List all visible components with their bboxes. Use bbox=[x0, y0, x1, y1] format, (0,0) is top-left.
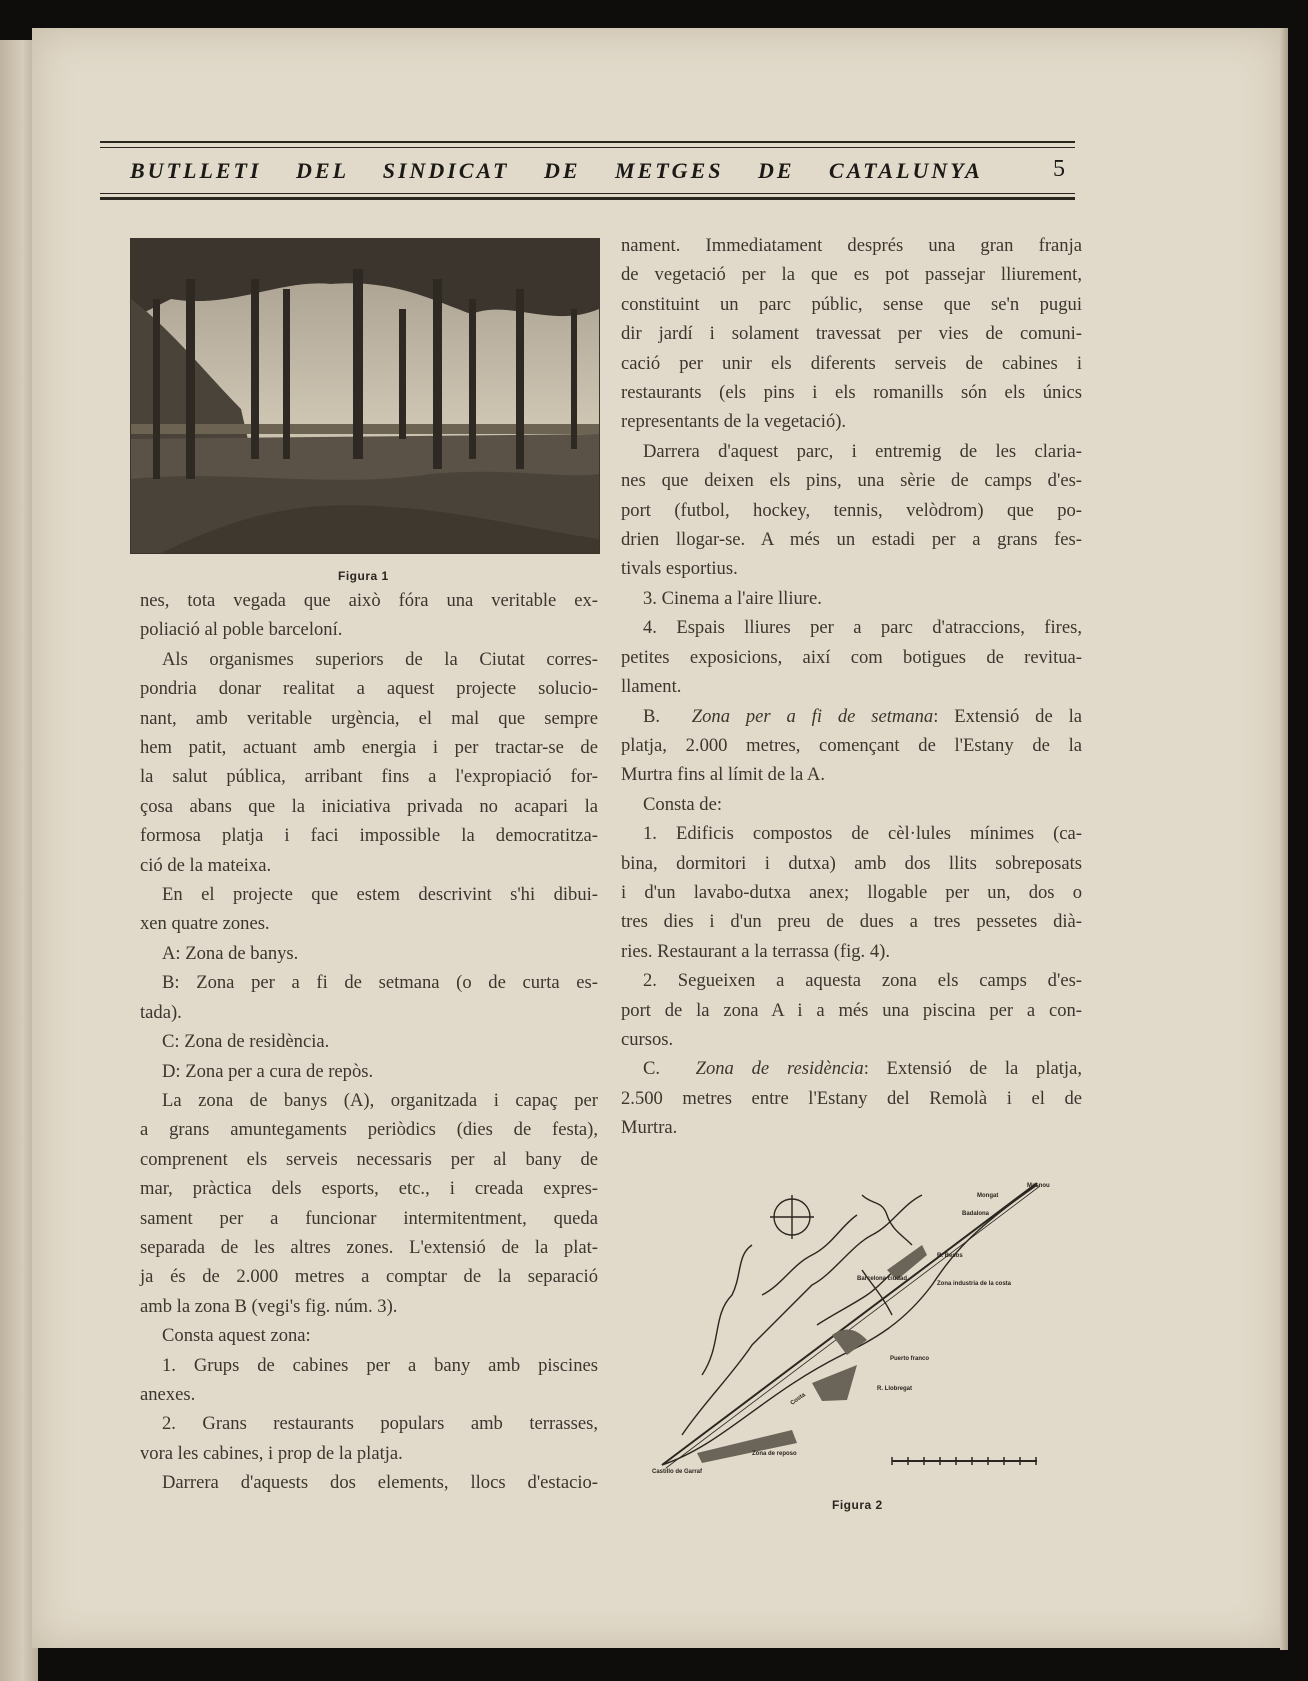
text-line: Consta aquest zona: bbox=[162, 1325, 311, 1347]
text-line: Murtra fins al límit de la A. bbox=[621, 764, 825, 786]
text-line: la salut pública, arribant fins a l'expropiació for- bbox=[140, 766, 598, 788]
map-label-badalona: Badalona bbox=[962, 1211, 990, 1217]
text-line: xen quatre zones. bbox=[140, 913, 270, 935]
right-column bbox=[621, 231, 1082, 1143]
text-line: de vegetació per la que es pot passejar lliurement, bbox=[621, 264, 1082, 286]
map-label-barcelona: Barcelona ciudad bbox=[857, 1276, 908, 1282]
text-line bbox=[621, 702, 1082, 731]
running-header bbox=[100, 158, 1075, 192]
text-line: ció de la mateixa. bbox=[140, 854, 272, 876]
section-title-weekend: Zona per a fi de setmana bbox=[691, 705, 934, 727]
text-line: 2. Segueixen a aquesta zona els camps d'es- bbox=[643, 970, 1082, 992]
header-rule-bottom bbox=[100, 197, 1075, 200]
header-rule-top-thin bbox=[100, 147, 1075, 148]
map-label-zona: Zona de reposo bbox=[752, 1451, 797, 1457]
text-line: çosa abans que la iniciativa privada no acapari la bbox=[140, 795, 598, 817]
text-line: llament. bbox=[621, 676, 682, 698]
text-line: port (futbol, hockey, tennis, velòdrom) que po- bbox=[621, 499, 1082, 521]
text-line: sament per a funcionar intermitentment, queda bbox=[140, 1207, 598, 1229]
map-label-industria: Zona industria de la costa bbox=[937, 1281, 1012, 1287]
map-label-besos: R. Besos bbox=[937, 1253, 963, 1259]
figure-2-caption: Figura 2 bbox=[832, 1498, 883, 1512]
text-line: 2. Grans restaurants populars amb terrasses, bbox=[162, 1413, 598, 1435]
text-line: ries. Restaurant a la terrassa (fig. 4). bbox=[621, 940, 890, 962]
text-line: vora les cabines, i prop de la platja. bbox=[140, 1442, 403, 1464]
text-line: 1. Grups de cabines per a bany amb piscines bbox=[162, 1354, 598, 1376]
text-line: restaurants (els pins i els romanills són els únics bbox=[621, 382, 1082, 404]
text-line: comprenent els serveis necessaris per al bany de bbox=[140, 1148, 598, 1170]
text-line: hem patit, actuant amb energia i per tractar-se de bbox=[140, 737, 598, 759]
header-rule-bottom-thin bbox=[100, 193, 1075, 194]
text-line: tres dies i d'un preu de dues a tres pessetes dià- bbox=[621, 911, 1082, 933]
text-line: drien llogar-se. A més un estadi per a grans fes- bbox=[621, 529, 1082, 551]
figure-1-photo bbox=[130, 238, 600, 554]
map-label-mongat: Mongat bbox=[977, 1193, 999, 1199]
text-line: Darrera d'aquest parc, i entremig de les claria- bbox=[643, 440, 1082, 462]
text-line: Darrera d'aquests dos elements, llocs d'estacio- bbox=[162, 1472, 598, 1494]
text-line: cació per unir els diferents serveis de cabines i bbox=[621, 352, 1082, 374]
text-line: nes que deixen els pins, una sèrie de camps d'es- bbox=[621, 470, 1082, 492]
text-line bbox=[621, 1054, 1082, 1083]
page-number: 5 bbox=[1053, 156, 1065, 182]
text-line: La zona de banys (A), organitzada i capaç per bbox=[162, 1089, 598, 1111]
text-line: separada de les altres zones. L'extensió de la plat- bbox=[140, 1236, 598, 1258]
text-line: representants de la vegetació). bbox=[621, 411, 847, 433]
text-line: 1. Edificis compostos de cèl·lules mínimes (ca- bbox=[643, 823, 1082, 845]
map-label-llobregat: R. Llobregat bbox=[877, 1386, 913, 1392]
left-column bbox=[140, 586, 598, 1498]
text-line: pondria donar realitat a aquest projecte solucio- bbox=[140, 678, 598, 700]
text-line: tivals esportius. bbox=[621, 558, 738, 580]
map-label-costa: Costa bbox=[789, 1392, 807, 1407]
text-line: Murtra. bbox=[621, 1117, 678, 1139]
text-line: mar, pràctica dels esports, etc., i creada expres- bbox=[140, 1178, 598, 1200]
text-line: A: Zona de banys. bbox=[162, 942, 299, 964]
map-label-castillo: Castillo de Garraf bbox=[652, 1469, 703, 1475]
header-rule-top bbox=[100, 141, 1075, 143]
pine-forest-photo-icon bbox=[131, 239, 599, 553]
text-fragment: : Extensió de la bbox=[933, 705, 1083, 727]
text-line: tada). bbox=[140, 1001, 182, 1023]
text-line: formosa platja i faci impossible la democratitza- bbox=[140, 825, 598, 847]
text-line: bina, dormitori i dutxa) amb dos llits sobreposats bbox=[621, 852, 1082, 874]
text-line: poliació al poble barceloní. bbox=[140, 619, 343, 641]
text-line: ja és de 2.000 metres a comptar de la separació bbox=[140, 1266, 598, 1288]
text-fragment: : Extensió de la platja, bbox=[863, 1058, 1083, 1080]
text-line: a grans amuntegaments periòdics (dies de festa), bbox=[140, 1119, 598, 1141]
map-label-masnou: Masnou bbox=[1027, 1183, 1050, 1189]
section-letter-b: B. bbox=[643, 705, 661, 727]
text-line: Consta de: bbox=[643, 793, 723, 815]
page-edge bbox=[1280, 28, 1288, 1650]
text-line: nant, amb veritable urgència, el mal que sempre bbox=[140, 707, 598, 729]
text-line: cursos. bbox=[621, 1028, 674, 1050]
section-title-residence: Zona de residència bbox=[695, 1058, 864, 1080]
section-letter-c: C. bbox=[643, 1058, 661, 1080]
text-line: B: Zona per a fi de setmana (o de curta es- bbox=[162, 972, 598, 994]
figure-1-caption: Figura 1 bbox=[338, 569, 389, 583]
text-line: amb la zona B (vegi's fig. núm. 3). bbox=[140, 1295, 398, 1317]
text-line: petites exposicions, així com botigues de revitua- bbox=[621, 646, 1082, 668]
text-line: C: Zona de residència. bbox=[162, 1031, 330, 1053]
text-line: platja, 2.000 metres, començant de l'Estany de la bbox=[621, 734, 1082, 756]
text-line: i d'un lavabo-dutxa anex; llogable per un, dos o bbox=[621, 881, 1082, 903]
figure-2-map bbox=[642, 1175, 1052, 1475]
text-line: anexes. bbox=[140, 1383, 196, 1405]
text-line: nament. Immediatament després una gran franja bbox=[621, 235, 1082, 256]
text-line: dir jardí i solament travessat per vies de comuni- bbox=[621, 323, 1082, 345]
coastline-map-icon bbox=[642, 1175, 1052, 1475]
text-line: 2.500 metres entre l'Estany del Remolà i el de bbox=[621, 1087, 1082, 1109]
text-line: constituint un parc públic, sense que se'n pugui bbox=[621, 293, 1082, 315]
text-line: nes, tota vegada que això fóra una veritable ex- bbox=[140, 590, 598, 611]
journal-title: BUTLLETI DEL SINDICAT DE METGES DE CATALUNYA bbox=[130, 158, 983, 183]
text-line: 4. Espais lliures per a parc d'atraccions, fires, bbox=[643, 617, 1082, 639]
text-line: 3. Cinema a l'aire lliure. bbox=[643, 587, 822, 609]
text-line: En el projecte que estem descrivint s'hi dibui- bbox=[162, 884, 598, 906]
map-label-puerto-franco: Puerto franco bbox=[890, 1356, 930, 1362]
text-line: port de la zona A i a més una piscina per a con- bbox=[621, 999, 1082, 1021]
text-line: D: Zona per a cura de repòs. bbox=[162, 1060, 374, 1082]
text-line: Als organismes superiors de la Ciutat corres- bbox=[162, 648, 598, 670]
